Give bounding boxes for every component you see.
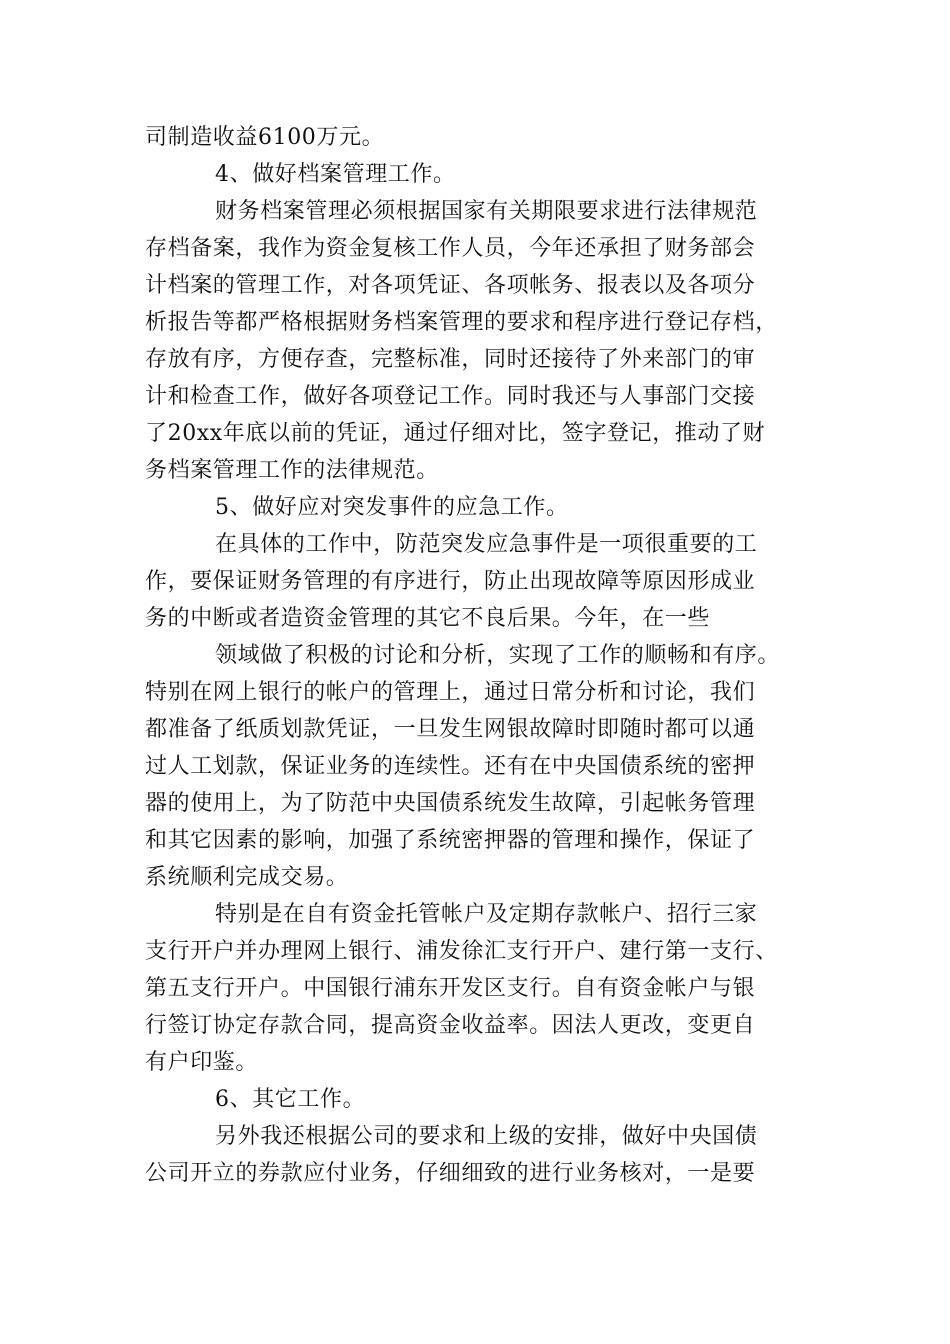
text-line: 过人工划款，保证业务的连续性。还有在中央国债系统的密押 — [145, 754, 756, 779]
text-line: 系统顺利完成交易。 — [145, 865, 349, 890]
text-line: 了20xx年底以前的凭证，通过仔细对比，签字登记，推动了财 — [145, 421, 766, 446]
section-heading: 5、做好应对突发事件的应急工作。 — [215, 495, 569, 520]
text-line: 存档备案，我作为资金复核工作人员，今年还承担了财务部会 — [145, 236, 756, 261]
text-line: 另外我还根据公司的要求和上级的安排，做好中央国债 — [215, 1124, 758, 1149]
text-line: 行签订协定存款合同，提高资金收益率。因法人更改，变更自 — [145, 1013, 756, 1038]
text-line: 司制造收益6100万元。 — [145, 125, 385, 150]
text-line: 第五支行开户。中国银行浦东开发区支行。自有资金帐户与银 — [145, 976, 756, 1001]
text-line: 领域做了积极的讨论和分析，实现了工作的顺畅和有序。 — [215, 643, 781, 668]
text-line: 特别在网上银行的帐户的管理上，通过日常分析和讨论，我们 — [145, 680, 756, 705]
text-line: 存放有序，方便存查，完整标准，同时还接待了外来部门的审 — [145, 347, 756, 372]
text-line: 析报告等都严格根据财务档案管理的要求和程序进行登记存档， — [145, 310, 778, 335]
text-line: 务的中断或者造资金管理的其它不良后果。今年，在一些 — [145, 606, 711, 631]
text-line: 公司开立的券款应付业务，仔细细致的进行业务核对，一是要 — [145, 1161, 756, 1186]
text-line: 有户印鉴。 — [145, 1050, 259, 1075]
text-line: 特别是在自有资金托管帐户及定期存款帐户、招行三家 — [215, 902, 758, 927]
text-line: 务档案管理工作的法律规范。 — [145, 458, 439, 483]
text-line: 支行开户并办理网上银行、浦发徐汇支行开户、建行第一支行、 — [145, 939, 778, 964]
text-line: 计档案的管理工作，对各项凭证、各项帐务、报表以及各项分 — [145, 273, 756, 298]
text-line: 财务档案管理必须根据国家有关期限要求进行法律规范 — [215, 199, 758, 224]
text-line: 作，要保证财务管理的有序进行，防止出现故障等原因形成业 — [145, 569, 756, 594]
section-heading: 6、其它工作。 — [215, 1087, 366, 1112]
text-line: 器的使用上，为了防范中央国债系统发生故障，引起帐务管理 — [145, 791, 756, 816]
section-heading: 4、做好档案管理工作。 — [215, 162, 456, 187]
text-line: 计和检查工作，做好各项登记工作。同时我还与人事部门交接 — [145, 384, 756, 409]
text-line: 都准备了纸质划款凭证，一旦发生网银故障时即随时都可以通 — [145, 717, 756, 742]
text-line: 在具体的工作中，防范突发应急事件是一项很重要的工 — [215, 532, 758, 557]
text-line: 和其它因素的影响，加强了系统密押器的管理和操作，保证了 — [145, 828, 756, 853]
